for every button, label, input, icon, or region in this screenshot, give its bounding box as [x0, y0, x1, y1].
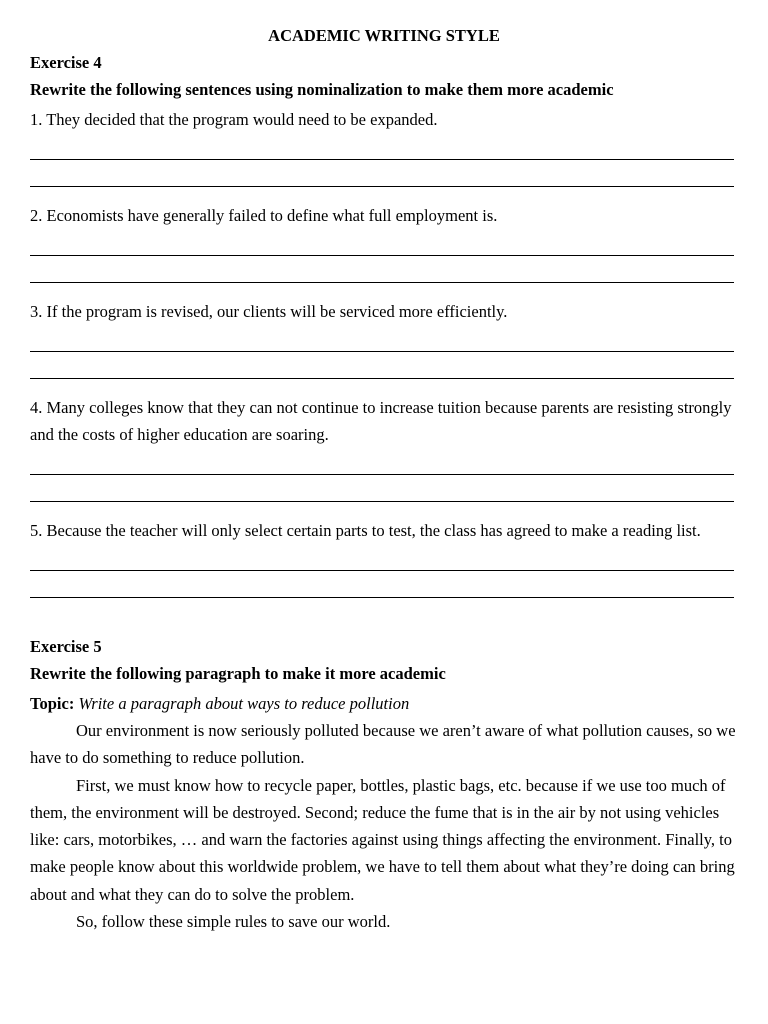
paragraph-2: First, we must know how to recycle paper, bottles, plastic bags, etc. because if we use too much of them, the environment will be destroyed. Second; reduce the fume that is in the air by not using vehicles like: cars, motorbikes, … and warn the factories against using things affecting the environment. Finally, to make people know about this worldwide problem, we have to tell them about what they’re doing can bring about and what they can do to solve the problem. — [30, 775, 735, 904]
answer-line[interactable] — [30, 133, 734, 160]
paragraph-3: So, follow these simple rules to save our world. — [76, 912, 391, 932]
page-title: ACADEMIC WRITING STYLE — [268, 26, 500, 45]
paragraph-1: Our environment is now seriously polluted because we aren’t aware of what pollution causes, so we have to do something to reduce pollution. — [30, 721, 736, 768]
exercise-5-instruction: Rewrite the following paragraph to make it more academic — [30, 664, 446, 683]
answer-line[interactable] — [30, 160, 734, 187]
answer-line[interactable] — [30, 256, 734, 283]
question-2-block — [30, 202, 738, 283]
exercise-4-instruction: Rewrite the following sentences using nominalization to make them more academic — [30, 80, 614, 99]
question-4-text: 4. Many colleges know that they can not continue to increase tuition because parents are resisting strongly and the costs of higher education are soaring. — [30, 398, 732, 444]
question-3-block — [30, 298, 738, 379]
topic-text: Write a paragraph about ways to reduce pollution — [78, 694, 410, 713]
answer-line[interactable] — [30, 448, 734, 475]
exercise-4-heading: Exercise 4 — [30, 53, 102, 72]
question-4-block — [30, 394, 738, 502]
answer-line[interactable] — [30, 544, 734, 571]
answer-line[interactable] — [30, 475, 734, 502]
topic-label: Topic: — [30, 694, 75, 713]
answer-line[interactable] — [30, 571, 734, 598]
exercise-5-section — [30, 636, 738, 935]
question-2-text: 2. Economists have generally failed to define what full employment is. — [30, 206, 498, 225]
answer-line[interactable] — [30, 352, 734, 379]
question-5-block — [30, 517, 738, 598]
question-1-block — [30, 106, 738, 187]
exercise-5-heading: Exercise 5 — [30, 637, 102, 656]
topic-line — [30, 690, 738, 717]
worksheet-page — [30, 25, 738, 935]
question-5-text: 5. Because the teacher will only select certain parts to test, the class has agreed to make a reading list. — [30, 521, 701, 540]
question-3-text: 3. If the program is revised, our clients will be serviced more efficiently. — [30, 302, 508, 321]
answer-line[interactable] — [30, 325, 734, 352]
answer-line[interactable] — [30, 229, 734, 256]
question-1-text: 1. They decided that the program would need to be expanded. — [30, 110, 438, 129]
